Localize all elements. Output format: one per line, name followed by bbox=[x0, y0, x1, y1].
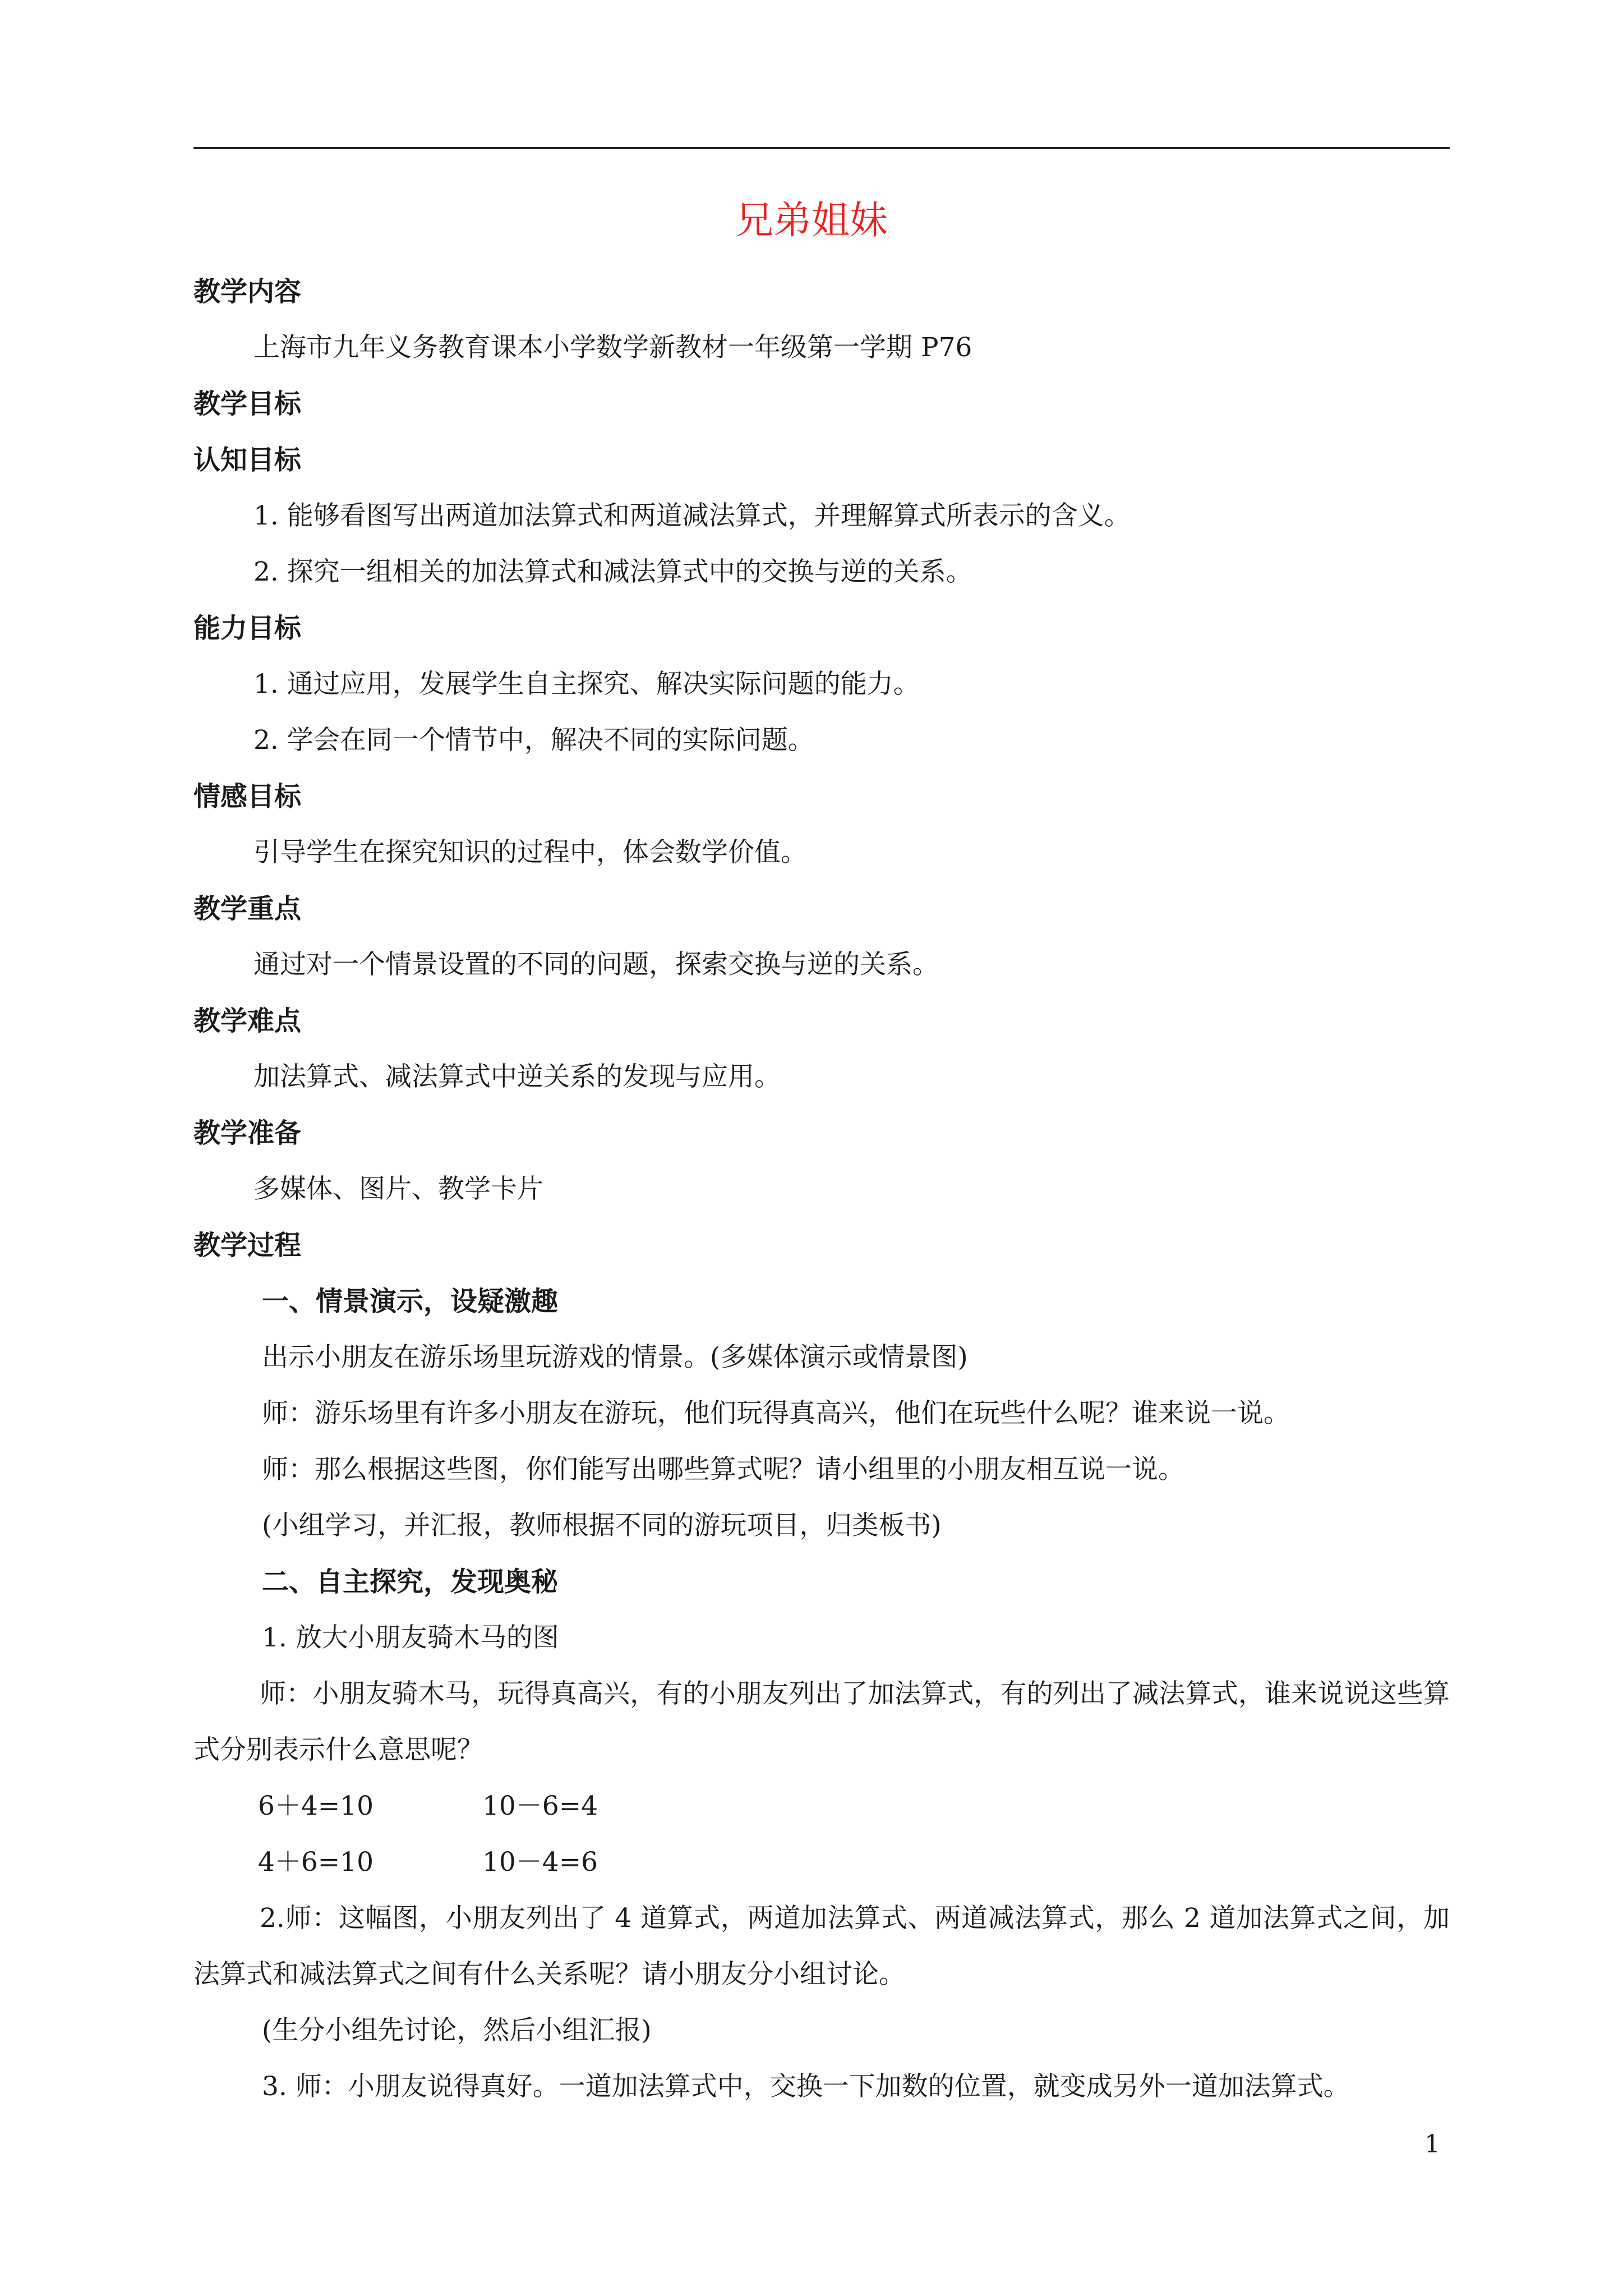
part1-line-2: 师：游乐场里有许多小朋友在游玩，他们玩得真高兴，他们在玩些什么呢？谁来说一说。 bbox=[262, 1398, 1290, 1429]
part2-heading: 二、自主探究，发现奥秘 bbox=[262, 1566, 559, 1598]
part1-heading: 一、情景演示，设疑激趣 bbox=[262, 1286, 559, 1317]
subheading-ability: 能力目标 bbox=[193, 613, 302, 644]
section-heading-key-points: 教学重点 bbox=[193, 893, 302, 924]
section-heading-difficulty: 教学难点 bbox=[193, 1005, 302, 1037]
equation-1: 6＋4=10 bbox=[258, 1791, 374, 1821]
ability-item-1: 1. 通过应用，发展学生自主探究、解决实际问题的能力。 bbox=[253, 669, 920, 700]
part1-line-4: (小组学习，并汇报，教师根据不同的游玩项目，归类板书) bbox=[262, 1510, 942, 1541]
subheading-cognitive: 认知目标 bbox=[193, 444, 302, 476]
cognitive-item-1: 1. 能够看图写出两道加法算式和两道减法算式，并理解算式所表示的含义。 bbox=[253, 500, 1131, 531]
section-heading-content: 教学内容 bbox=[193, 276, 302, 307]
part1-line-3: 师：那么根据这些图，你们能写出哪些算式呢？请小组里的小朋友相互说一说。 bbox=[262, 1454, 1184, 1485]
part2-paragraph-1: 师：小朋友骑木马，玩得真高兴，有的小朋友列出了加法算式，有的列出了减法算式，谁来说说这些算式分别表示什么意思呢？ bbox=[193, 1678, 1450, 1765]
key-points-text: 通过对一个情景设置的不同的问题，探索交换与逆的关系。 bbox=[253, 949, 939, 980]
preparation-text: 多媒体、图片、教学卡片 bbox=[253, 1174, 543, 1204]
page-number: 1 bbox=[1424, 2130, 1440, 2159]
section-heading-goals: 教学目标 bbox=[193, 388, 302, 420]
part2-paragraph-2: 2.师：这幅图，小朋友列出了 4 道算式，两道加法算式、两道减法算式，那么 2 道加法算式之间，加法算式和减法算式之间有什么关系呢？请小朋友分小组讨论。 bbox=[193, 1903, 1450, 1990]
content-text: 上海市九年义务教育课本小学数学新教材一年级第一学期 P76 bbox=[253, 332, 972, 363]
cognitive-item-2: 2. 探究一组相关的加法算式和减法算式中的交换与逆的关系。 bbox=[253, 556, 972, 587]
part1-line-1: 出示小朋友在游乐场里玩游戏的情景。(多媒体演示或情景图) bbox=[262, 1342, 968, 1373]
part2-line-3: 3. 师：小朋友说得真好。一道加法算式中，交换一下加数的位置，就变成另外一道加法算式。 bbox=[262, 2071, 1350, 2102]
ability-item-2: 2. 学会在同一个情节中，解决不同的实际问题。 bbox=[253, 725, 814, 756]
equation-3: 4＋6=10 bbox=[258, 1847, 374, 1878]
emotion-text: 引导学生在探究知识的过程中，体会数学价值。 bbox=[253, 837, 807, 868]
part2-line-2: (生分小组先讨论，然后小组汇报) bbox=[262, 2015, 652, 2046]
document-title: 兄弟姐妹 bbox=[735, 199, 888, 243]
header-rule bbox=[193, 147, 1450, 149]
section-heading-preparation: 教学准备 bbox=[193, 1117, 302, 1149]
subheading-emotion: 情感目标 bbox=[193, 781, 302, 812]
equation-4: 10－4=6 bbox=[482, 1847, 598, 1878]
part2-line-1: 1. 放大小朋友骑木马的图 bbox=[262, 1622, 559, 1653]
equation-2: 10－6=4 bbox=[482, 1791, 598, 1821]
difficulty-text: 加法算式、减法算式中逆关系的发现与应用。 bbox=[253, 1061, 781, 1092]
section-heading-process: 教学过程 bbox=[193, 1230, 302, 1261]
